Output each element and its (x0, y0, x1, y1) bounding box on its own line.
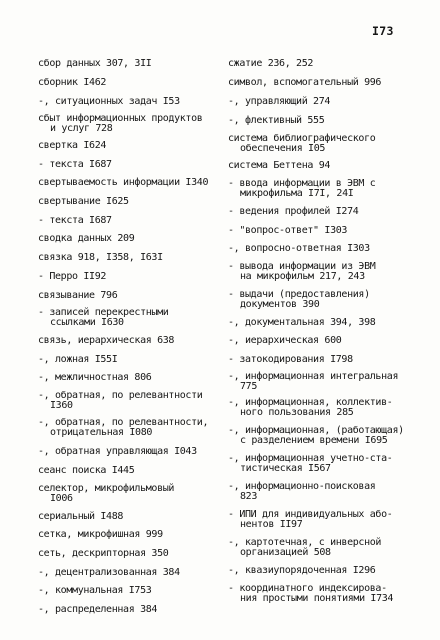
index-entry-term: -, ситуационных задач I53 (38, 96, 180, 107)
index-entry-continuation: организацией 508 (240, 546, 331, 558)
index-entry (38, 97, 238, 107)
index-entry-term: -, межличностная 806 (38, 372, 152, 383)
index-entry-term: -, информационная интегральная (228, 371, 399, 382)
index-entry-term: -, картотечная, с инверсной (228, 537, 382, 548)
index-entry-term: -, вопросно-ответная I303 (228, 243, 370, 254)
index-entry-term: -, коммунальная I753 (38, 585, 152, 596)
index-entry-term: сбыт информационных продуктов (38, 113, 203, 124)
index-entry (38, 355, 238, 365)
index-entry (38, 197, 238, 207)
index-entry-term: - ввода информации в ЭВМ с (228, 178, 376, 189)
index-entry-term: -, распределенная 384 (38, 604, 158, 615)
index-entry-term: селектор, микрофильмовый (38, 483, 175, 494)
index-entry (38, 391, 238, 410)
index-entry-continuation: I006 (50, 492, 73, 504)
index-entry-term: свертывание I625 (38, 196, 129, 207)
index-entry-term: система библиографического (228, 133, 376, 144)
index-entry (38, 484, 238, 503)
index-entry (228, 510, 428, 529)
index-entry (38, 586, 238, 596)
index-entry (228, 454, 428, 473)
index-entry-continuation: документов 390 (240, 298, 320, 310)
index-entry-continuation: ссылками I630 (50, 316, 124, 328)
index-entry-continuation: на микрофильм 217, 243 (240, 270, 365, 282)
index-entry-term: связка 918, I358, I63I (38, 252, 163, 263)
index-entry-term: сводка данных 209 (38, 233, 135, 244)
index-entry-term: -, иерархическая 600 (228, 335, 342, 346)
index-entry (38, 78, 238, 88)
index-entry (38, 512, 238, 522)
index-entry-term: -, информационно-поисковая (228, 481, 376, 492)
index-entry-term: сбор данных 307, 3II (38, 58, 152, 69)
index-entry-term: - текста I687 (38, 159, 112, 170)
index-entry-term: - ведения профилей I274 (228, 206, 359, 217)
index-entry-term: - затокодирования I798 (228, 354, 353, 365)
index-entry-continuation: обеспечения I05 (240, 142, 326, 154)
index-entry (38, 568, 238, 578)
index-entry-continuation: I360 (50, 399, 73, 411)
index-entry-term: связывание 796 (38, 290, 118, 301)
index-entry-continuation: и услуг 728 (50, 122, 113, 134)
index-entry-term: -, квазиупорядоченная I296 (228, 565, 376, 576)
index-entry (228, 59, 428, 69)
index-entry-term: сборник I462 (38, 77, 107, 88)
index-entry (38, 530, 238, 540)
index-entry (228, 566, 428, 576)
page-number: I73 (372, 24, 394, 38)
index-entry-term: символ, вспомогательный 996 (228, 77, 382, 88)
index-entry-term: -, управляющий 274 (228, 96, 331, 107)
index-entry (38, 291, 238, 301)
index-entry (38, 447, 238, 457)
index-entry (38, 234, 238, 244)
index-entry (38, 272, 238, 282)
index-entry-term: - вывода информации из ЭВМ (228, 261, 376, 272)
index-entry (38, 253, 238, 263)
index-entry (228, 78, 428, 88)
index-entry-term: сеанс поиска I445 (38, 465, 135, 476)
index-entry-term: связь, иерархическая 638 (38, 335, 175, 346)
index-entry (228, 318, 428, 328)
index-entry-term: -, ложная I55I (38, 354, 118, 365)
index-entry (228, 97, 428, 107)
index-entry-term: сеть, дескрипторная 350 (38, 548, 169, 559)
index-entry (38, 160, 238, 170)
index-entry-term: свертываемость информации I340 (38, 177, 209, 188)
index-entry (228, 179, 428, 198)
index-entry (228, 426, 428, 445)
index-entry-continuation: отрицательная I080 (50, 426, 153, 438)
index-entry (228, 116, 428, 126)
index-entry (228, 290, 428, 309)
index-entry-term: -, децентрализованная 384 (38, 567, 180, 578)
index-entry-term: сериальный I488 (38, 511, 124, 522)
index-entry-term: свертка I624 (38, 140, 107, 151)
index-entry (228, 226, 428, 236)
index-entry (38, 605, 238, 615)
index-entry (228, 161, 428, 171)
index-entry (38, 114, 238, 133)
index-entry-term: - записей перекрестными (38, 307, 169, 318)
index-entry (228, 584, 428, 603)
index-entry-term: - текста I687 (38, 215, 112, 226)
index-entry-term: -, информационная, коллектив- (228, 397, 393, 408)
index-entry-term: сетка, микрофишная 999 (38, 529, 163, 540)
index-entry-term: -, обратная, по релевантности (38, 390, 203, 401)
index-entry (38, 178, 238, 188)
index-entry-continuation: ния простыми понятиями I734 (240, 592, 394, 604)
index-entry (228, 372, 428, 391)
index-entry-term: - координатного индексирова- (228, 583, 387, 594)
index-entry-term: -, обратная, по релевантности, (38, 417, 209, 428)
index-entry (38, 373, 238, 383)
index-entry (228, 482, 428, 501)
index-entry (38, 59, 238, 69)
index-entry-term: - Перро II92 (38, 271, 107, 282)
index-entry-term: система Беттена 94 (228, 160, 331, 171)
index-entry-continuation: ного пользования 285 (240, 406, 354, 418)
index-entry (38, 466, 238, 476)
index-entry-term: -, обратная управляющая I043 (38, 446, 197, 457)
index-entry-continuation: 775 (240, 380, 258, 392)
index-entry (38, 336, 238, 346)
index-entry (228, 262, 428, 281)
index-entry (228, 538, 428, 557)
index-entry (38, 141, 238, 151)
index-entry-term: - ИПИ для индивидуальных або- (228, 509, 393, 520)
index-entry-continuation: нентов II97 (240, 518, 303, 530)
index-entry-continuation: тистическая I567 (240, 462, 331, 474)
index-entry-term: -, информационная учетно-ста- (228, 453, 393, 464)
index-entry (38, 418, 238, 437)
index-entry-term: -, информационная, (работающая) (228, 425, 404, 436)
index-entry-continuation: 823 (240, 490, 258, 502)
index-entry (228, 398, 428, 417)
index-entry (38, 549, 238, 559)
index-entry-term: -, флективный 555 (228, 115, 325, 126)
index-entry-term: - выдачи (предоставления) (228, 289, 370, 300)
index-entry-term: - "вопрос-ответ" I303 (228, 225, 348, 236)
index-entry (228, 134, 428, 153)
index-entry-continuation: с разделением времени I695 (240, 434, 388, 446)
index-entry-term: -, документальная 394, 398 (228, 317, 376, 328)
index-entry-continuation: микрофильма I7I, 24I (240, 187, 354, 199)
index-entry-term: сжатие 236, 252 (228, 58, 314, 69)
index-entry (228, 336, 428, 346)
index-entry (38, 308, 238, 327)
index-entry (38, 216, 238, 226)
index-entry (228, 207, 428, 217)
index-entry (228, 244, 428, 254)
index-entry (228, 355, 428, 365)
